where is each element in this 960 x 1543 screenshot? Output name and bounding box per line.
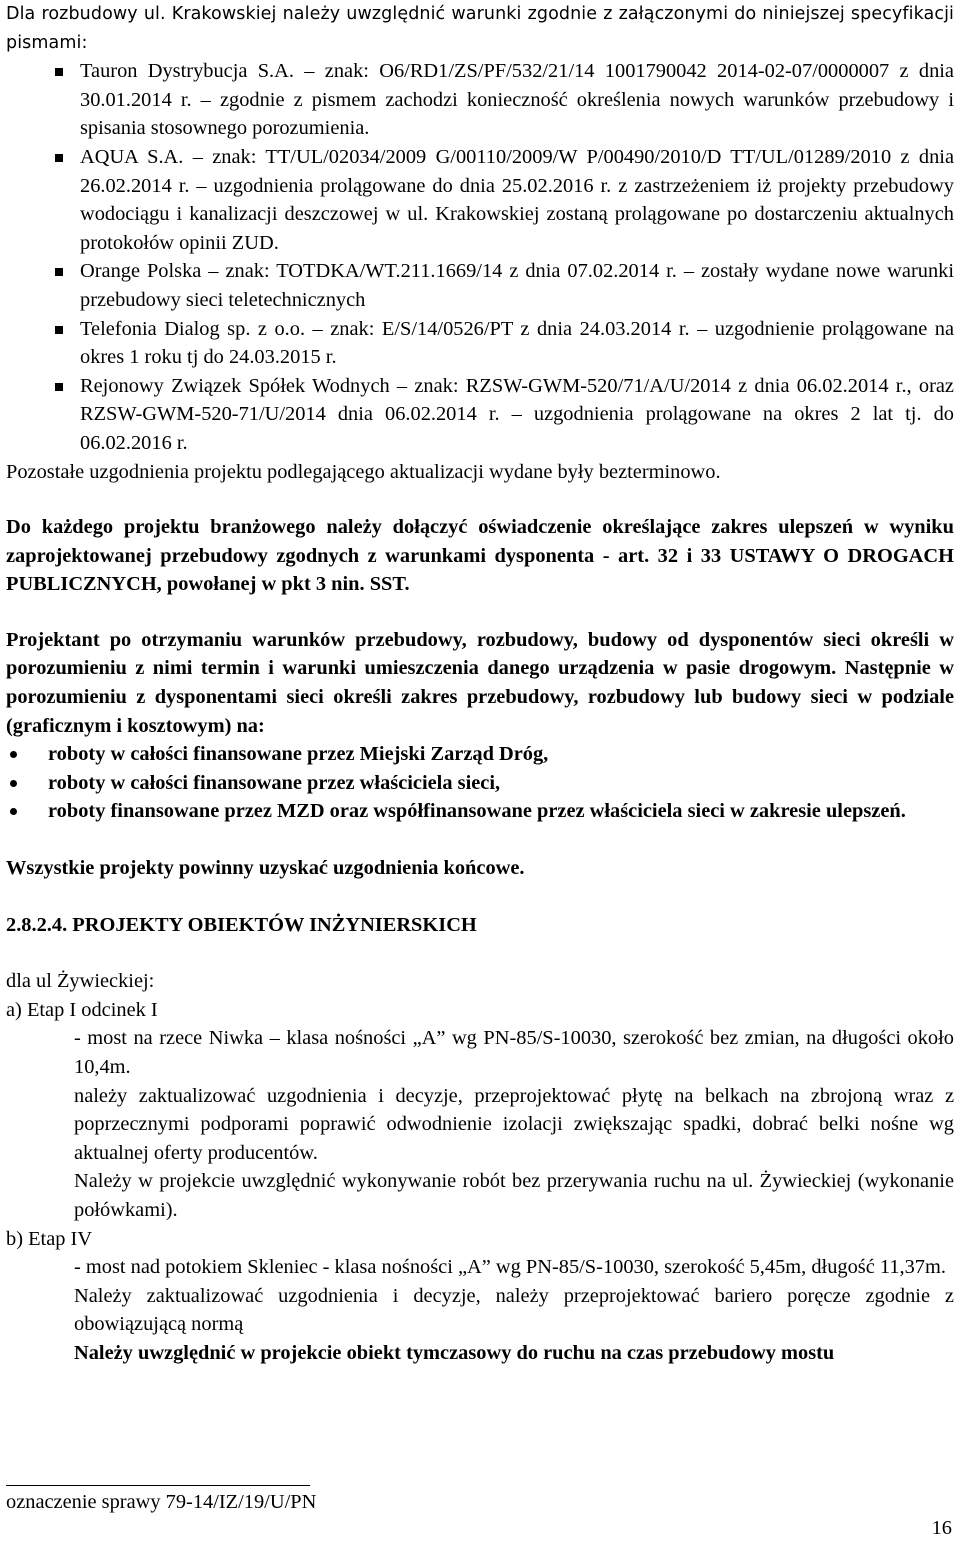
list-item: roboty finansowane przez MZD oraz współfinansowane przez właściciela sieci w zakresie ulepszeń.: [6, 797, 954, 826]
stage-b-bold-note: Należy uwzględnić w projekcie obiekt tymczasowy do ruchu na czas przebudowy mostu: [74, 1341, 835, 1364]
utility-conditions-list: [6, 57, 954, 457]
document-page: [6, 0, 954, 1368]
designer-paragraph: Projektant po otrzymaniu warunków przebudowy, rozbudowy, budowy od dysponentów sieci określi w porozumieniu z nimi termin i warunki umieszczenia danego urządzenia w pasie drogowym. Następnie w porozumieniu z dysponentami sieci określi zakres przebudowy, rozbudowy lub budowy sieci w podziale (graficznym i kosztowym) na:: [6, 628, 954, 737]
list-item: AQUA S.A. – znak: TT/UL/02034/2009 G/00110/2009/W P/00490/2010/D TT/UL/01289/2010 z dnia 26.02.2014 r. – uzgodnienia prolągowane do dnia 25.02.2016 r. z zastrzeżeniem iż projekty przebudowy wodociągu i kanalizacji deszczowej w ul. Krakowskiej zostaną prolągowane po dostarczeniu aktualnych protokołów opinii ZUD.: [6, 143, 954, 257]
section-title: PROJEKTY OBIEKTÓW INŻYNIERSKICH: [72, 913, 477, 936]
round-bullet-icon: [10, 780, 17, 787]
square-bullet-icon: [55, 383, 63, 391]
stage-a-line: Należy w projekcie uwzględnić wykonywanie robót bez przerywania ruchu na ul. Żywieckiej (wykonanie połówkami).: [74, 1170, 954, 1221]
page-number: 16: [931, 1517, 952, 1539]
footer-case-mark: oznaczenie sprawy 79-14/IZ/19/U/PN: [6, 1491, 317, 1513]
list-item: Tauron Dystrybucja S.A. – znak: O6/RD1/ZS/PF/532/21/14 1001790042 2014-02-07/0000007 z dnia 30.01.2014 r. – zgodnie z pismem zachodzi konieczność określenia nowych warunków przebudowy i spisania stosownego porozumienia.: [6, 57, 954, 143]
square-bullet-icon: [55, 268, 63, 276]
round-bullet-icon: [10, 751, 17, 758]
remaining-agreements-paragraph: Pozostałe uzgodnienia projektu podlegającego aktualizacji wydane były bezterminowo.: [6, 460, 721, 483]
stage-b-line: - most nad potokiem Skleniec - klasa nośności „A” wg PN-85/S-10030, szerokość 5,45m, długość 11,37m.: [74, 1256, 946, 1279]
final-agreements-paragraph: Wszystkie projekty powinny uzyskać uzgodnienia końcowe.: [6, 857, 525, 880]
list-item: Orange Polska – znak: TOTDKA/WT.211.1669/14 z dnia 07.02.2014 r. – zostały wydane nowe warunki przebudowy sieci teletechnicznych: [6, 257, 954, 314]
round-bullet-icon: [10, 808, 17, 815]
stage-a-line: - most na rzece Niwka – klasa nośności „A” wg PN-85/S-10030, szerokość bez zmian, na długości około 10,4m.: [74, 1027, 954, 1078]
statement-requirement-paragraph: Do każdego projektu branżowego należy dołączyć oświadczenie określające zakres ulepszeń w wyniku zaprojektowanej przebudowy zgodnych z warunkami dysponenta - art. 32 i 33 USTAWY O DROGACH PUBLICZNYCH, powołanej w pkt 3 nin. SST.: [6, 516, 954, 596]
stage-a-label: a) Etap I odcinek I: [6, 998, 158, 1021]
square-bullet-icon: [55, 68, 63, 76]
stage-b-line: Należy zaktualizować uzgodnienia i decyzje, należy przeprojektować bariero poręcze zgodnie z obowiązującą normą: [74, 1284, 954, 1336]
section-heading: [6, 911, 954, 940]
footer-divider: [6, 1485, 310, 1486]
list-item: roboty w całości finansowane przez Miejski Zarząd Dróg,: [6, 740, 954, 769]
square-bullet-icon: [55, 326, 63, 334]
stage-b-label: b) Etap IV: [6, 1227, 93, 1250]
list-item: Telefonia Dialog sp. z o.o. – znak: E/S/14/0526/PT z dnia 24.03.2014 r. – uzgodnienie prolągowane na okres 1 roku tj do 24.03.2015 r.: [6, 315, 954, 372]
funding-list: [6, 740, 954, 826]
street-label: dla ul Żywieckiej:: [6, 970, 155, 993]
stage-a-line: należy zaktualizować uzgodnienia i decyzje, przeprojektować płytę na belkach na zbrojoną wraz z poprzecznymi podporami poprawić odwodnienie izolacji zwiększając spadki, dobrać belki nośne wg aktualnej oferty producentów.: [74, 1084, 954, 1164]
intro-paragraph: Dla rozbudowy ul. Krakowskiej należy uwzględnić warunki zgodnie z załączonymi do niniejszej specyfikacji pismami:: [6, 4, 954, 53]
square-bullet-icon: [55, 154, 63, 162]
list-item: roboty w całości finansowane przez właściciela sieci,: [6, 769, 954, 798]
list-item: Rejonowy Związek Spółek Wodnych – znak: RZSW-GWM-520/71/A/U/2014 z dnia 06.02.2014 r., oraz RZSW-GWM-520-71/U/2014 dnia 06.02.2014 r. – uzgodnienia prolągowane na okres 2 lat tj. do 06.02.2016 r.: [6, 372, 954, 458]
section-number: 2.8.2.4.: [6, 913, 68, 936]
